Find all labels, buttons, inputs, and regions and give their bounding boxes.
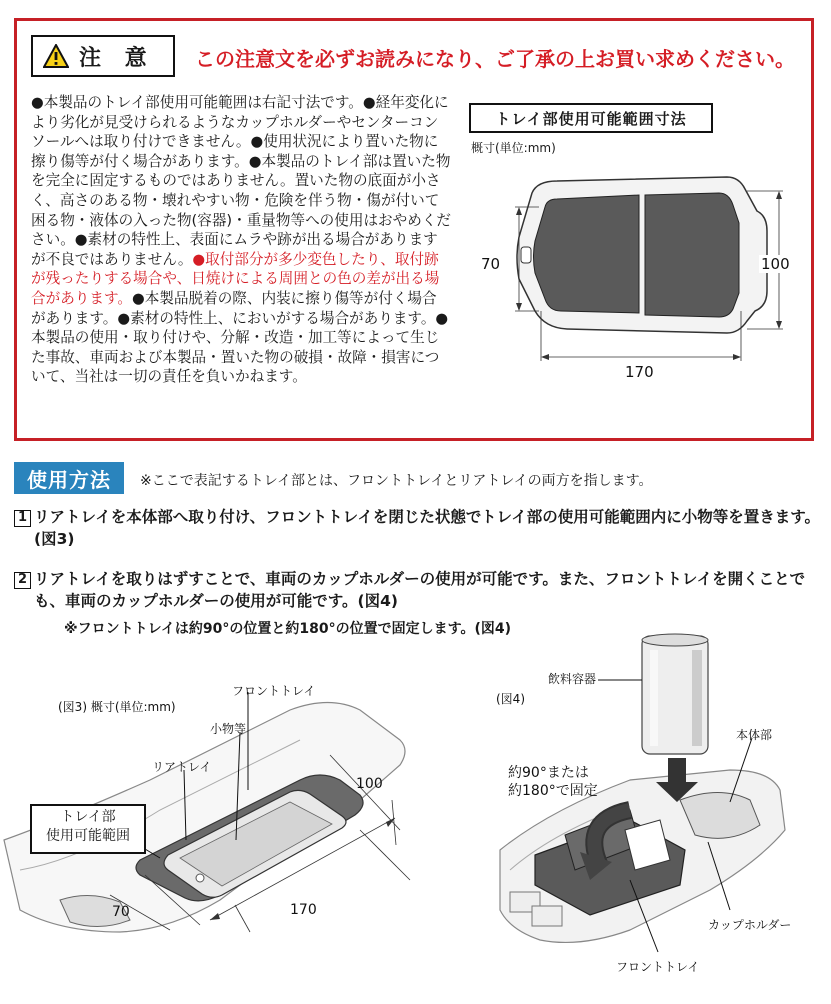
- dim-label-70: 70: [481, 255, 501, 273]
- figure-3: [0, 670, 430, 1004]
- step-1: [14, 506, 821, 548]
- caution-text-part1: ●本製品のトレイ部使用可能範囲は右記寸法です。●経年変化により劣化が見受けられるようなカップホルダーやセンターコンソールへは取り付けできません。●使用状況により置いた物に擦り傷等が付く場合があります。●本製品のトレイ部は置いた物を完全に固定するものではありません。置いた物の底面が小さく、高さのある物・壊れやすい物・危険を伴う物・傷が付いて困る物・液体の入った物(容器)・重量物等への使用はおやめください。●素材の特性上、表面にムラや跡が出る場合がありますが不良ではありません。: [31, 94, 452, 268]
- usage-header: 使用方法: [14, 462, 124, 494]
- fig3-dim-100: 100: [356, 776, 383, 792]
- caution-text-red: ●取付部分が多少変色したり、取付跡が残ったりする場合や、日焼けによる周囲との色の差が出る場合があります。: [31, 250, 440, 307]
- fig4-front-tray-label: フロントトレイ: [616, 960, 700, 974]
- caution-box: [14, 18, 814, 441]
- step-2-text: リアトレイを取りはずすことで、車両のカップホルダーの使用が可能です。また、フロントトレイを開くことでも、車両のカップホルダーの使用が可能です。(図4): [34, 570, 806, 610]
- fig4-angle-label: 約90°または 約180°で固定: [508, 765, 598, 799]
- caution-badge: [31, 35, 175, 77]
- step-1-text: リアトレイを本体部へ取り付け、フロントトレイを閉じた状態でトレイ部の使用可能範囲内に小物等を置きます。(図3): [34, 508, 821, 548]
- fig3-dim-70: 70: [112, 904, 130, 920]
- caution-text-part3: ●本製品脱着の際、内装に擦り傷等が付く場合があります。●素材の特性上、においがする場合があります。●本製品の使用・取り付けや、分解・改造・加工等によって生じた事故、車両および本製品・置いた物の破損・故障・損害について、当社は一切の責任を負いかねます。: [31, 289, 449, 386]
- fig3-small-items-label: 小物等: [210, 722, 247, 736]
- dim-label-100: 100: [761, 255, 790, 273]
- dimension-unit: 概寸(単位:mm): [471, 141, 556, 155]
- step-2: [14, 568, 806, 610]
- usage-note: ※ここで表記するトレイ部とは、フロントトレイとリアトレイの両方を指します。: [140, 473, 653, 489]
- fig3-usable-area-label: トレイ部 使用可能範囲: [30, 804, 146, 854]
- warning-triangle-icon: [43, 44, 69, 68]
- fig4-body-label: 本体部: [736, 728, 773, 742]
- dim-label-170: 170: [625, 363, 654, 381]
- dimension-title: トレイ部使用可能範囲寸法: [469, 103, 713, 133]
- fig4-beverage-label: 飲料容器: [548, 672, 597, 686]
- caution-text: [31, 93, 451, 387]
- step-1-number: 1: [14, 510, 31, 527]
- step-2-number: 2: [14, 572, 31, 589]
- fig4-cup-holder-label: カップホルダー: [708, 918, 792, 932]
- fig3-front-tray-label: フロントトレイ: [232, 684, 316, 698]
- fig3-rear-tray-label: リアトレイ: [152, 760, 212, 774]
- dimension-diagram: [457, 161, 797, 391]
- figure-4: [430, 630, 830, 1004]
- fig3-dim-170: 170: [290, 902, 317, 918]
- caution-label: 注 意: [79, 45, 155, 71]
- fig4-caption: (図4): [496, 692, 525, 706]
- caution-headline: この注意文を必ずお読みになり、ご了承の上お買い求めください。: [195, 47, 795, 71]
- fig3-caption: (図3) 概寸(単位:mm): [58, 700, 176, 714]
- step-2-note: ※フロントトレイは約90°の位置と約180°の位置で固定します。(図4): [64, 621, 512, 637]
